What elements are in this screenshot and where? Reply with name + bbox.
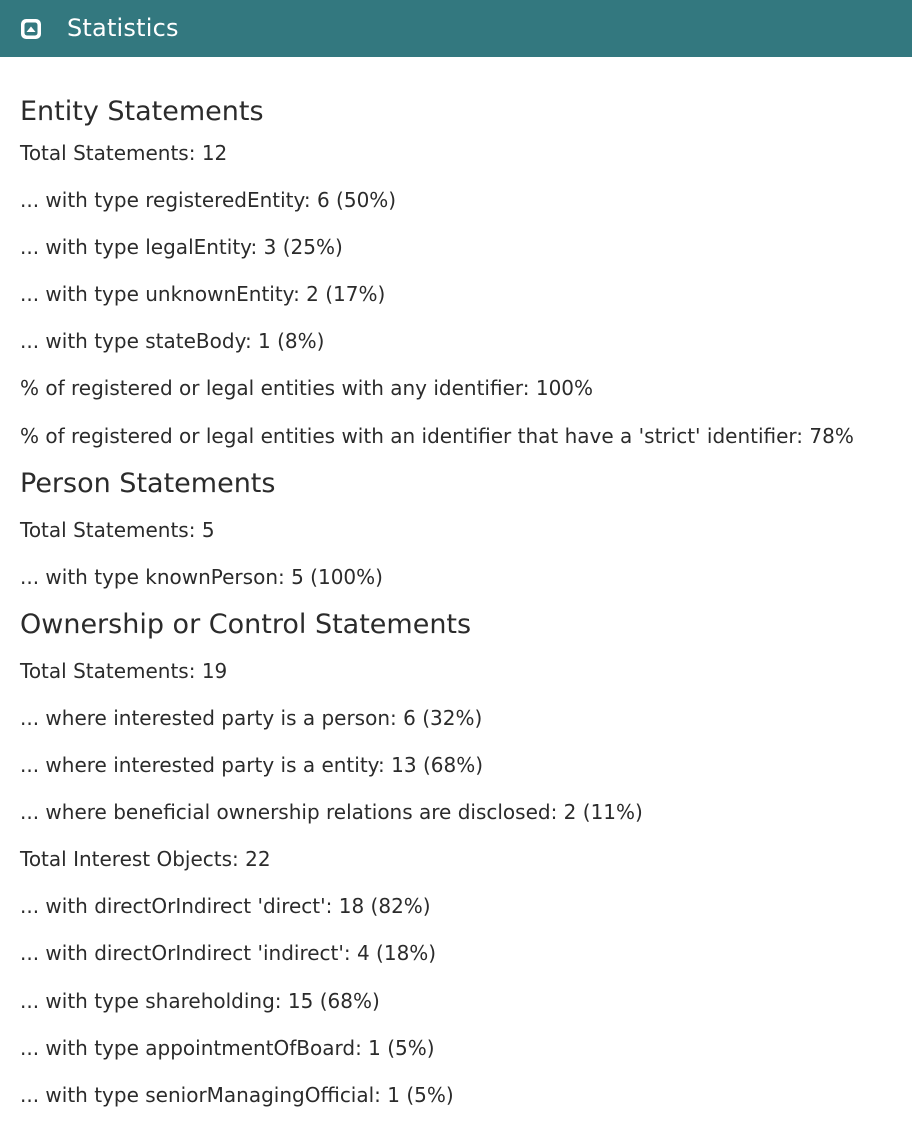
stat-line: % of registered or legal entities with an identifier that have a 'strict' identifier: 78%	[20, 423, 854, 448]
statistics-panel-body	[0, 94, 912, 1119]
stat-line: ... with type seniorManagingOfficial: 1 (5%)	[20, 1082, 454, 1107]
collapse-square-icon[interactable]	[19, 17, 43, 41]
section-heading: Person Statements	[20, 467, 276, 499]
stat-line: % of registered or legal entities with any identifier: 100%	[20, 376, 594, 401]
section-heading: Entity Statements	[20, 96, 264, 127]
stat-line: Total Statements: 12	[20, 141, 228, 165]
section-heading: Ownership or Control Statements	[20, 608, 472, 640]
stat-line: Total Interest Objects: 22	[20, 847, 271, 872]
stat-line: ... with directOrIndirect 'indirect': 4 (18%)	[20, 941, 437, 966]
stat-line: ... with type legalEntity: 3 (25%)	[20, 235, 343, 260]
stat-line: ... with type knownPerson: 5 (100%)	[20, 564, 383, 589]
stat-line: ... with type appointmentOfBoard: 1 (5%)	[20, 1035, 435, 1060]
stat-line: ... with type unknownEntity: 2 (17%)	[20, 282, 386, 307]
stat-line: ... with type stateBody: 1 (8%)	[20, 329, 325, 354]
stat-line: ... where interested party is a entity: 13 (68%)	[20, 753, 484, 778]
statistics-panel-header[interactable]	[0, 0, 912, 57]
stat-line: ... with type shareholding: 15 (68%)	[20, 988, 380, 1013]
stat-line: Total Statements: 19	[20, 658, 228, 683]
stat-line: ... with directOrIndirect 'direct': 18 (82%)	[20, 894, 431, 919]
stat-line: ... where interested party is a person: 6 (32%)	[20, 705, 483, 730]
stat-line: ... where beneficial ownership relations are disclosed: 2 (11%)	[20, 800, 643, 825]
ownership-control-statements-section	[20, 601, 912, 1119]
panel-title: Statistics	[67, 14, 179, 42]
person-statements-section	[20, 460, 912, 601]
stat-line: Total Statements: 5	[20, 517, 215, 542]
entity-stats-list	[20, 130, 912, 460]
stat-line: ... with type registeredEntity: 6 (50%)	[20, 188, 397, 213]
entity-statements-section	[20, 94, 912, 460]
person-stats-list	[20, 507, 912, 601]
ownership-stats-list	[20, 648, 912, 1119]
